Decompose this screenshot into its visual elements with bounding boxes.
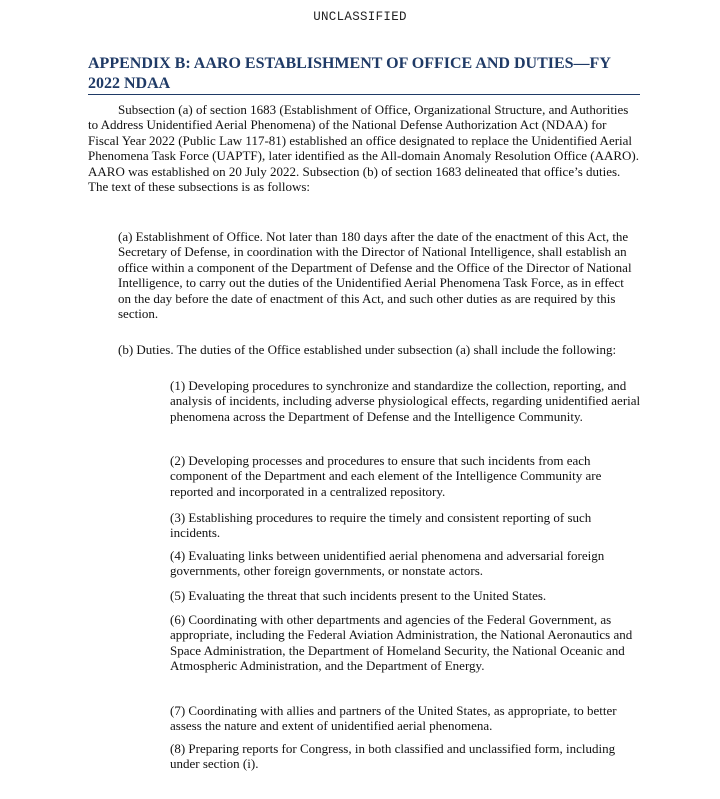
intro-paragraph: Subsection (a) of section 1683 (Establishment of Office, Organizational Structure, and Authorities to Address Unidentified Aerial Phenomena) of the National Defense Authorization Act (NDAA) for Fiscal Year 2022 (Public Law 117-81) established an office designated to replace the Unidentified Aerial Phenomena Task Force (UAPTF), later identified as the All-domain Anomaly Resolution Office (AARO). AARO was established on 20 July 2022. Subsection (b) of section 1683 delineated that office’s duties. The text of these subsections is as follows:	[88, 102, 640, 195]
duty-item-6: (6) Coordinating with other departments and agencies of the Federal Government, as appropriate, including the Federal Aviation Administration, the National Aeronautics and Space Administration, the Department of Homeland Security, the National Oceanic and Atmospheric Administration, and the Department of Energy.	[170, 612, 633, 674]
duty-item-8: (8) Preparing reports for Congress, in both classified and unclassified form, including under section (i).	[170, 741, 616, 772]
subsection-b-paragraph: (b) Duties. The duties of the Office established under subsection (a) shall include the following:	[118, 342, 617, 357]
duty-item-4: (4) Evaluating links between unidentified aerial phenomena and adversarial foreign governments, other foreign governments, or nonstate actors.	[170, 548, 605, 579]
classification-marking: UNCLASSIFIED	[313, 10, 407, 24]
duty-item-2: (2) Developing processes and procedures to ensure that such incidents from each component of the Department and each element of the Intelligence Community are reported and incorporated in a centralized repository.	[170, 453, 602, 499]
duty-item-5: (5) Evaluating the threat that such incidents present to the United States.	[170, 588, 547, 603]
duty-item-1: (1) Developing procedures to synchronize and standardize the collection, reporting, and analysis of incidents, including adverse physiological effects, regarding unidentified aerial phenomena across the Department of Defense and the Intelligence Community.	[170, 378, 641, 424]
duty-item-3: (3) Establishing procedures to require the timely and consistent reporting of such incidents.	[170, 510, 592, 541]
duty-item-7: (7) Coordinating with allies and partners of the United States, as appropriate, to better assess the nature and extent of unidentified aerial phenomena.	[170, 703, 617, 734]
title-underline	[88, 94, 640, 95]
subsection-a-paragraph: (a) Establishment of Office. Not later than 180 days after the date of the enactment of this Act, the Secretary of Defense, in coordination with the Director of National Intelligence, shall establish an office within a component of the Department of Defense and the Office of the Director of National Intelligence, to carry out the duties of the Unidentified Aerial Phenomena Task Force, as in effect on the day before the date of enactment of this Act, and such other duties as are required by this section.	[118, 229, 632, 322]
appendix-title: APPENDIX B: AARO ESTABLISHMENT OF OFFICE AND DUTIES—FY 2022 NDAA	[88, 55, 611, 92]
